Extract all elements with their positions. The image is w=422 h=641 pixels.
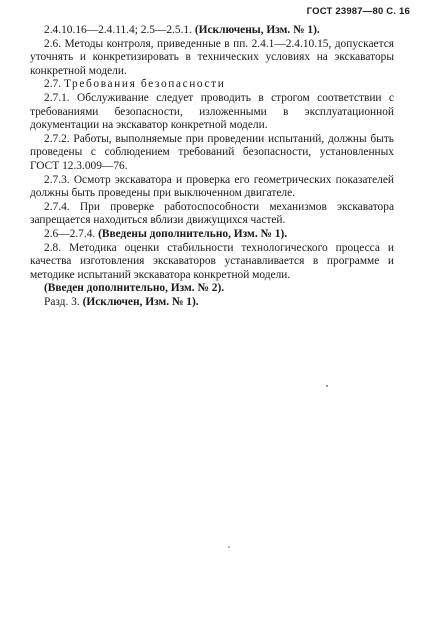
section-ref: Разд. 3.	[44, 295, 83, 308]
clause-range: 2.6—2.7.4.	[44, 227, 99, 240]
clause-range: 2.4.10.16—2.4.11.4; 2.5—2.5.1.	[44, 24, 195, 36]
section-number: 2.7.	[44, 78, 64, 91]
paragraph-2-6: 2.6. Методы контроля, приведенные в пп. 2.4.1—2.4.10.15, допускается уточнять и конкретизировать в технических условиях на экскаваторы конкретной модели.	[30, 37, 394, 77]
scan-speck	[228, 546, 230, 548]
paragraph-excluded-2-4-10-16	[30, 24, 394, 38]
paragraph-introduced-2-6-2-7-4	[30, 228, 394, 242]
paragraph-2-7-2: 2.7.2. Работы, выполняемые при проведении испытаний, должны быть проведены с соблюдением требований безопасности, установленных ГОСТ 12.3.009—76.	[30, 132, 394, 172]
amendment-note: (Исключен, Изм. № 1).	[82, 295, 199, 308]
section-title: Требования безопасности	[63, 78, 226, 91]
amendment-note-2-8: (Введен дополнительно, Изм. № 2).	[44, 282, 225, 295]
scan-speck	[326, 385, 328, 387]
paragraph-2-7-4: 2.7.4. При проверке работоспособности механизмов экскаватора запрещается находиться вблизи движущихся частей.	[30, 200, 394, 227]
paragraph-section-3-excluded	[30, 296, 394, 310]
amendment-note: (Введены дополнительно, Изм. № 1).	[98, 227, 288, 240]
section-heading-2-7	[30, 78, 394, 92]
paragraph-2-7-1: 2.7.1. Обслуживание следует проводить в строгом соответствии с требованиями безопасности, изложенными в эксплуатационной документации на экскаватор конкретной модели.	[30, 91, 394, 132]
paragraph-2-7-3: 2.7.3. Осмотр экскаватора и проверка его геометрических показателей должны быть проведены при выключенном двигателе.	[30, 173, 394, 200]
running-header: ГОСТ 23987—80 С. 16	[306, 6, 410, 17]
document-body	[30, 24, 394, 309]
amendment-note: (Исключены, Изм. № 1).	[194, 24, 320, 36]
paragraph-2-8: 2.8. Методика оценки стабильности технологического процесса и качества изготовления экскаваторов устанавливается в программе и методике испытаний экскаватора конкретной модели.	[30, 241, 394, 281]
